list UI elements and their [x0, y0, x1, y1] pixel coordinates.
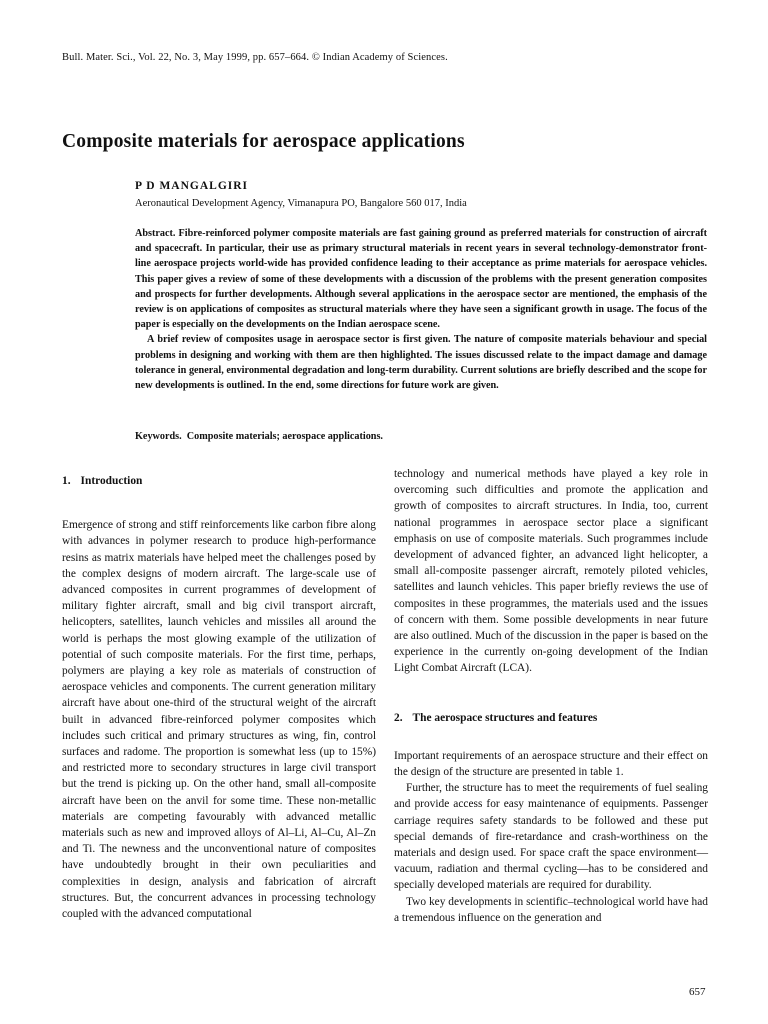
abstract [135, 226, 707, 393]
section-2-paragraph-3: Two key developments in scientific–technological world have had a tremendous influence on the generation and [394, 895, 708, 924]
section-1-heading [62, 473, 376, 489]
abstract-label: Abstract. [135, 228, 176, 239]
abstract-text-1: Fibre-reinforced polymer composite materials are fast gaining ground as preferred materials for construction of aircraft and spacecraft. In particular, their use as primary structural materials in recent years in several technology-demonstrator front-line aerospace projects world-wide has provided confidence leading to their acceptance as prime materials for aerospace vehicles. This paper gives a review of some of these developments with a discussion of the problems with the present generation composites and prospects for further developments. Although several applications in the aerospace sector are mentioned, the emphasis of the review is on applications of composites as structural materials where they have seen a significant growth in usage. The focus of the paper is especially on the developments on the Indian aerospace scene. [135, 228, 708, 331]
section-2-heading [394, 710, 708, 726]
abstract-paragraph-2: A brief review of composites usage in aerospace sector is first given. The nature of composite materials behaviour and special problems in designing and working with them are then highlighted. The issues discussed relate to the impact damage and damage tolerance in general, environmental degradation and long-term durability. Current solutions are briefly described and the scope for new developments is outlined. In the end, some directions for future work are given. [135, 334, 707, 392]
section-2-paragraph-1: Important requirements of an aerospace structure and their effect on the design of the structure are presented in table 1. [394, 749, 708, 779]
keywords-label: Keywords. [135, 431, 182, 442]
keywords-text: Composite materials; aerospace applications. [186, 431, 383, 442]
section-1-title: Introduction [80, 475, 143, 487]
section-1-paragraph-1: Emergence of strong and stiff reinforcements like carbon fibre along with advances in polymer research to produce high-performance resins as matrix materials have helped meet the challenges posed by the complex designs of modern aircraft. The large-scale use of advanced composites in current programmes of development of military fighter aircraft, small and big civil transport aircraft, helicopters, satellites, launch vehicles and missiles all around the world is perhaps the most glowing example of the utilization of potential of such composite materials. For the first time, perhaps, polymers are playing a key role as materials of construction of aerospace vehicles and components. The current generation military aircraft have about one-third of the structural weight of the aircraft built in advanced fibre-reinforced polymer composites which includes such critical and primary structures as wing, fin, control surfaces and radome. The proportion is somewhat less (up to 15%) and restricted more to secondary structures in large civil transport but the trend is picking up. On the other hand, small all-composite aircraft have been on the anvil for some time. These non-metallic materials are competing favourably with advanced metallic materials such as new and improved alloys of Al–Li, Al–Cu, Al–Zn and Ti. The newness and the unconventional nature of composites have undoubtedly brought in their own peculiarities and complexities in design, analysis and fabrication of aircraft structures. But, the concurrent advances in processing technology coupled with the advanced computational [62, 519, 376, 921]
author-affiliation: Aeronautical Development Agency, Vimanapura PO, Bangalore 560 017, India [135, 198, 467, 209]
author-name: P D MANGALGIRI [135, 180, 249, 192]
right-column [394, 466, 708, 926]
section-2-number: 2. [394, 711, 403, 724]
keywords [135, 431, 383, 442]
journal-citation: Bull. Mater. Sci., Vol. 22, No. 3, May 1999, pp. 657–664. © Indian Academy of Sciences. [62, 52, 448, 63]
section-1-number: 1. [62, 475, 71, 487]
section-2-title: The aerospace structures and features [412, 711, 598, 724]
abstract-paragraph-1 [135, 226, 707, 332]
page-number: 657 [689, 986, 706, 998]
section-2-paragraph-2: Further, the structure has to meet the requirements of fuel sealing and provide access for easy maintenance of equipments. Passenger carriage requires safety standards to be followed and these put special demands of fire-retardance and crash-worthiness on the materials and design used. For space craft the space environment—vacuum, radiation and thermal cycling—has to be considered and specially developed materials are required for durability. [394, 782, 708, 892]
section-1-continuation: technology and numerical methods have played a key role in overcoming such difficulties and promote the application and growth of composites to aircraft structures. In India, too, current national programmes in aerospace sector place a significant emphasis on use of composite materials. Such programmes include development of advanced fighter, an advanced light helicopter, a small all-composite passenger aircraft, remotely piloted vehicles, satellites and launch vehicles. This paper briefly reviews the use of composites in these programmes, the materials used and the issues of concern with them. Some possible developments in near future are also outlined. Much of the discussion in the paper is based on the experience in the currently on-going development of the Indian Light Combat Aircraft (LCA). [394, 468, 708, 675]
left-column [62, 466, 376, 922]
paper-title: Composite materials for aerospace applications [62, 131, 465, 152]
